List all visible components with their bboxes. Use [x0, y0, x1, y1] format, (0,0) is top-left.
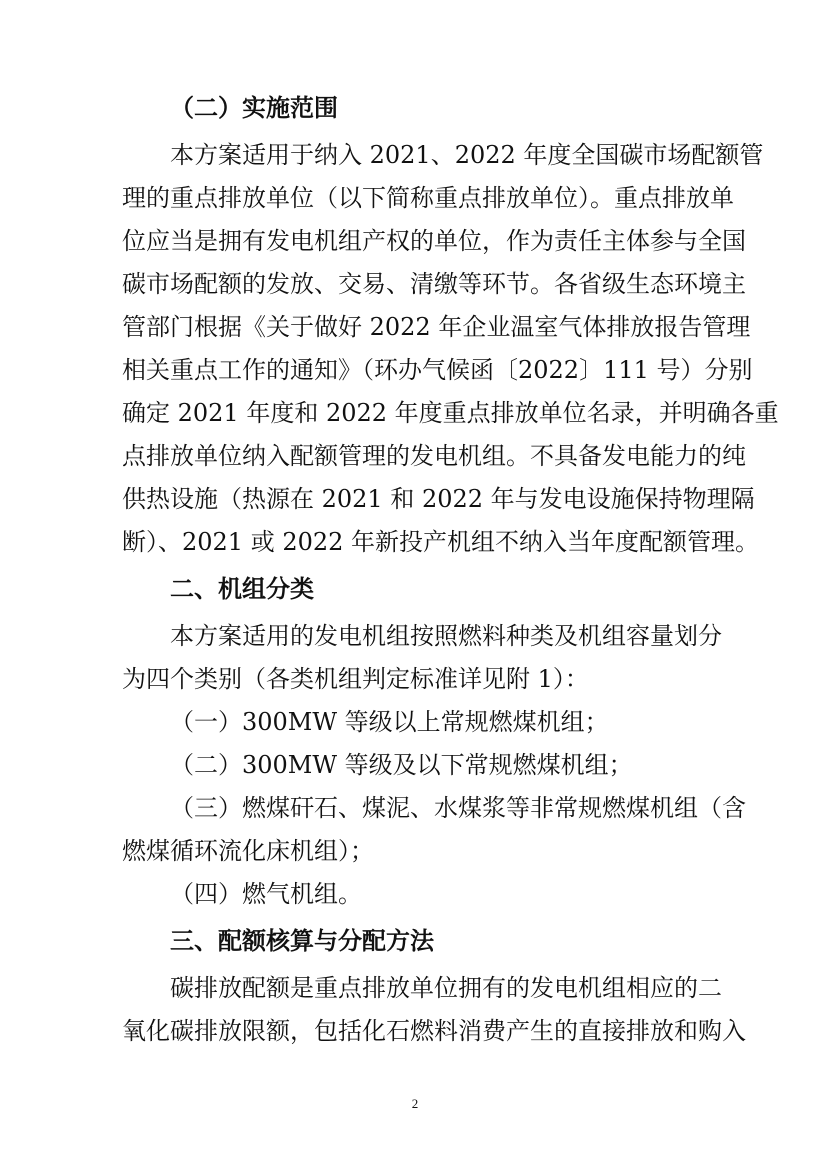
section-heading-implementation-scope: （二）实施范围: [170, 94, 338, 122]
category-item: （二）300MW 等级及以下常规燃煤机组；: [170, 751, 633, 779]
paragraph-line: 管部门根据《关于做好 2022 年企业温室气体排放报告管理: [122, 313, 751, 341]
paragraph-line: 碳市场配额的发放、交易、清缴等环节。各省级生态环境主: [122, 270, 746, 298]
paragraph-line: 位应当是拥有发电机组产权的单位，作为责任主体参与全国: [122, 227, 746, 255]
paragraph-line: 碳排放配额是重点排放单位拥有的发电机组相应的二: [170, 974, 722, 1002]
paragraph-line: 为四个类别（各类机组判定标准详见附 1）：: [122, 665, 589, 693]
paragraph-line: 本方案适用的发电机组按照燃料种类及机组容量划分: [170, 622, 722, 650]
paragraph-line: 确定 2021 年度和 2022 年度重点排放单位名录，并明确各重: [122, 399, 779, 427]
paragraph-line: 断）、2021 或 2022 年新投产机组不纳入当年度配额管理。: [122, 528, 760, 556]
section-heading-unit-classification: 二、机组分类: [170, 575, 314, 603]
paragraph-line: 点排放单位纳入配额管理的发电机组。不具备发电能力的纯: [122, 442, 746, 470]
section-heading-quota-accounting: 三、配额核算与分配方法: [170, 927, 434, 955]
paragraph-line: 氧化碳排放限额，包括化石燃料消费产生的直接排放和购入: [122, 1017, 746, 1045]
category-item: （三）燃煤矸石、煤泥、水煤浆等非常规燃煤机组（含: [170, 794, 746, 822]
paragraph-line: 供热设施（热源在 2021 和 2022 年与发电设施保持物理隔: [122, 485, 755, 513]
page-number: 2: [411, 1096, 419, 1111]
paragraph-line: 理的重点排放单位（以下简称重点排放单位）。重点排放单: [122, 184, 734, 212]
category-item: （一）300MW 等级以上常规燃煤机组；: [170, 708, 609, 736]
category-item-continuation: 燃煤循环流化床机组）；: [122, 837, 374, 865]
paragraph-line: 相关重点工作的通知》（环办气候函〔2022〕111 号）分别: [122, 356, 753, 384]
category-item: （四）燃气机组。: [170, 880, 362, 908]
paragraph-line: 本方案适用于纳入 2021、2022 年度全国碳市场配额管: [170, 141, 764, 169]
